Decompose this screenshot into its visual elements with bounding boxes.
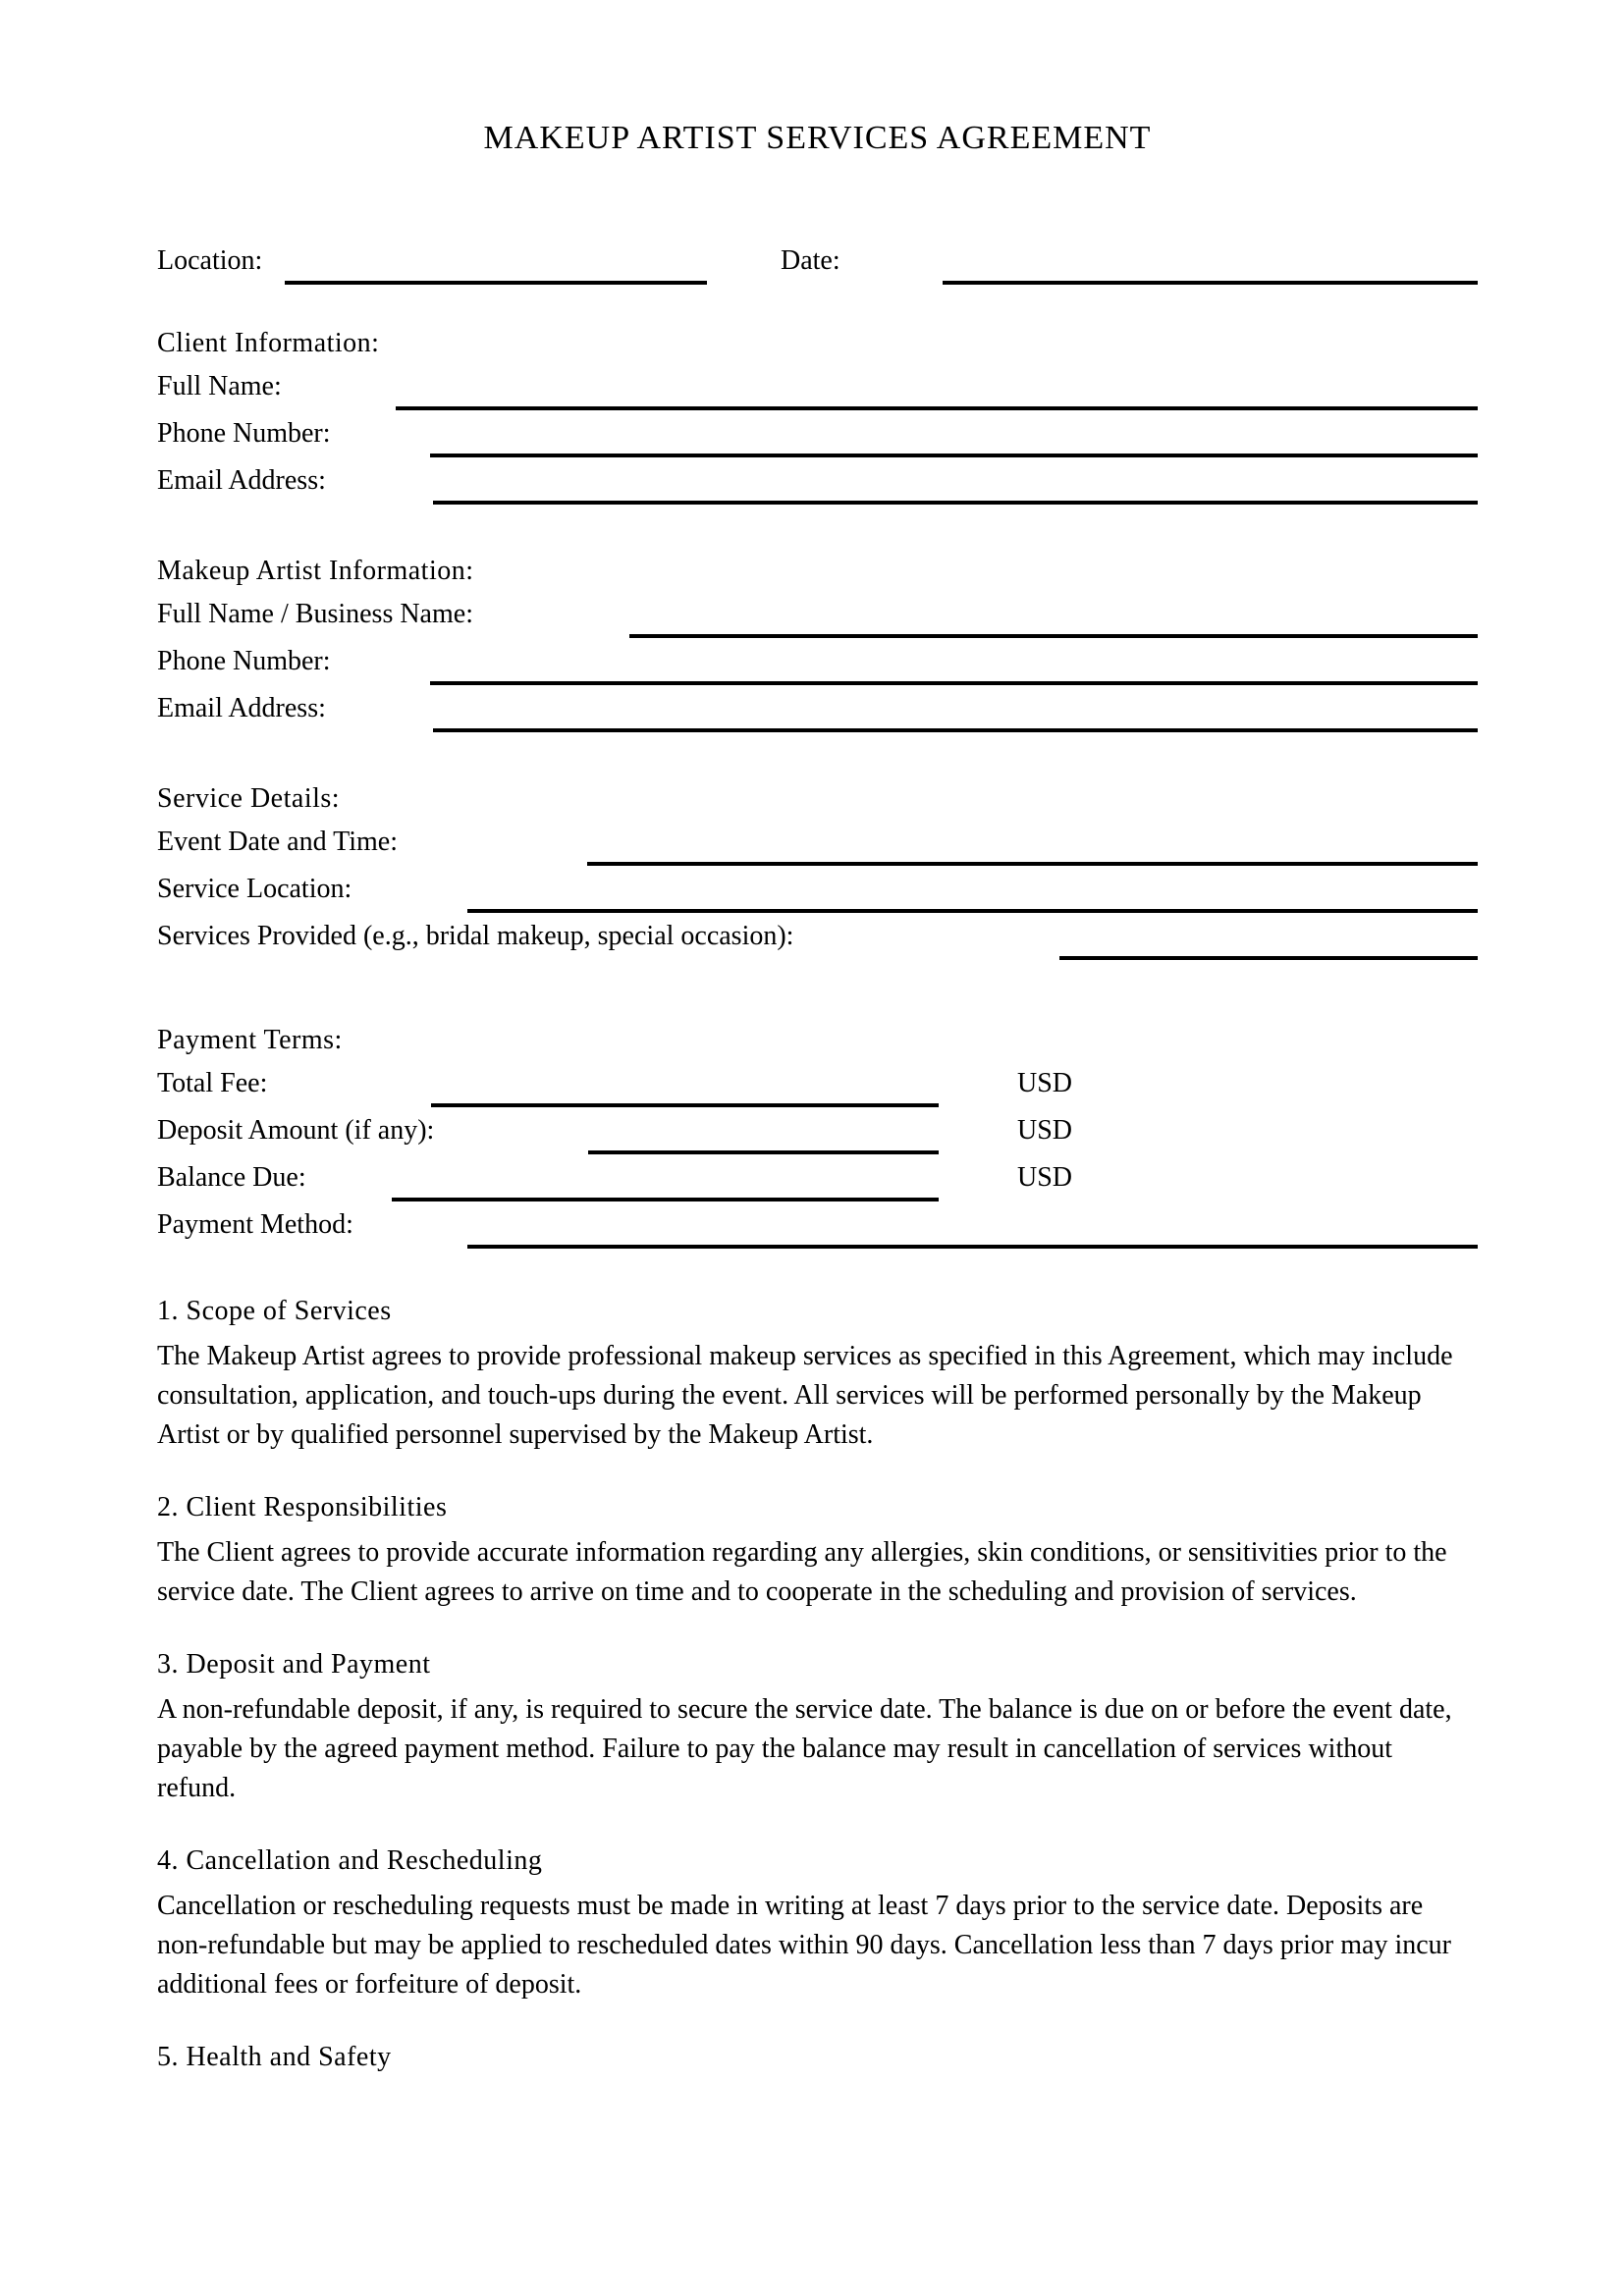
payment-method-input-line[interactable]: [467, 1209, 1478, 1249]
artist-email-row: [157, 685, 1478, 732]
deposit-currency: USD: [1017, 1115, 1073, 1146]
clause-deposit-and-payment: [157, 1645, 1478, 1808]
artist-email-label: Email Address:: [157, 693, 326, 723]
clause-heading: 4. Cancellation and Rescheduling: [157, 1845, 543, 1876]
payment-method-label: Payment Method:: [157, 1209, 353, 1240]
client-information-heading: Client Information:: [157, 328, 380, 358]
artist-information-heading: Makeup Artist Information:: [157, 556, 474, 586]
client-full-name-row: [157, 363, 1478, 410]
artist-phone-input-line[interactable]: [430, 646, 1478, 685]
service-location-input-line[interactable]: [467, 874, 1478, 913]
clause-body: A non-refundable deposit, if any, is required to secure the service date. The balance is due on or before the event date, payable by the agreed payment method. Failure to pay the balance may result in cancellation of services without refund.: [157, 1694, 1452, 1803]
clause-client-responsibilities: [157, 1488, 1478, 1612]
artist-phone-row: [157, 638, 1478, 685]
artist-information-section: [157, 552, 1478, 732]
total-fee-input-line[interactable]: [431, 1068, 939, 1107]
clause-scope-of-services: [157, 1292, 1478, 1455]
client-email-row: [157, 457, 1478, 505]
event-date-time-row: [157, 819, 1478, 866]
artist-name-row: [157, 591, 1478, 638]
deposit-amount-label: Deposit Amount (if any):: [157, 1115, 435, 1146]
event-date-time-label: Event Date and Time:: [157, 827, 398, 857]
balance-due-row: [157, 1154, 1478, 1201]
balance-currency: USD: [1017, 1162, 1073, 1193]
services-provided-row: [157, 913, 1478, 960]
payment-terms-section: [157, 1021, 1478, 1249]
event-date-time-input-line[interactable]: [587, 827, 1478, 866]
location-date-row: [157, 238, 1478, 285]
total-fee-row: [157, 1060, 1478, 1107]
service-details-section: [157, 779, 1478, 960]
artist-email-input-line[interactable]: [433, 693, 1478, 732]
payment-terms-heading: Payment Terms:: [157, 1025, 343, 1055]
clause-heading: 2. Client Responsibilities: [157, 1492, 448, 1522]
client-full-name-label: Full Name:: [157, 371, 282, 401]
total-fee-currency: USD: [1017, 1068, 1073, 1098]
services-provided-input-line[interactable]: [1059, 921, 1478, 960]
deposit-amount-row: [157, 1107, 1478, 1154]
client-phone-input-line[interactable]: [430, 418, 1478, 457]
clause-heading: 1. Scope of Services: [157, 1296, 392, 1326]
client-email-input-line[interactable]: [433, 465, 1478, 505]
client-full-name-input-line[interactable]: [396, 371, 1478, 410]
client-phone-row: [157, 410, 1478, 457]
location-label: Location:: [157, 245, 263, 276]
balance-due-label: Balance Due:: [157, 1162, 306, 1193]
artist-phone-label: Phone Number:: [157, 646, 331, 676]
clause-body: The Makeup Artist agrees to provide professional makeup services as specified in this Agreement, which may include consultation, application, and touch-ups during the event. All services will be performed personally by the Makeup Artist or by qualified personnel supervised by the Makeup Artist.: [157, 1341, 1453, 1450]
service-location-label: Service Location:: [157, 874, 352, 904]
artist-name-input-line[interactable]: [629, 599, 1478, 638]
client-phone-label: Phone Number:: [157, 418, 331, 449]
date-input-line[interactable]: [943, 245, 1478, 285]
clause-heading: 5. Health and Safety: [157, 2042, 392, 2072]
clause-health-and-safety: [157, 2038, 1478, 2077]
balance-due-input-line[interactable]: [392, 1162, 939, 1201]
service-details-heading: Service Details:: [157, 783, 341, 814]
deposit-amount-input-line[interactable]: [588, 1115, 939, 1154]
client-information-section: [157, 324, 1478, 505]
total-fee-label: Total Fee:: [157, 1068, 268, 1098]
client-email-label: Email Address:: [157, 465, 326, 496]
date-label: Date:: [781, 245, 840, 276]
clause-body: Cancellation or rescheduling requests must be made in writing at least 7 days prior to the service date. Deposits are non-refundable but may be applied to rescheduled dates within 90 days. Cancellation less than 7 days prior may incur additional fees or forfeiture of deposit.: [157, 1891, 1451, 2000]
services-provided-label: Services Provided (e.g., bridal makeup, special occasion):: [157, 921, 794, 951]
document-title: MAKEUP ARTIST SERVICES AGREEMENT: [483, 120, 1152, 156]
clause-heading: 3. Deposit and Payment: [157, 1649, 431, 1680]
clause-body: The Client agrees to provide accurate information regarding any allergies, skin conditions, or sensitivities prior to the service date. The Client agrees to arrive on time and to cooperate in the scheduling and provision of services.: [157, 1537, 1447, 1607]
clause-cancellation-and-rescheduling: [157, 1842, 1478, 2004]
service-location-row: [157, 866, 1478, 913]
location-input-line[interactable]: [285, 245, 707, 285]
payment-method-row: [157, 1201, 1478, 1249]
artist-name-label: Full Name / Business Name:: [157, 599, 473, 629]
